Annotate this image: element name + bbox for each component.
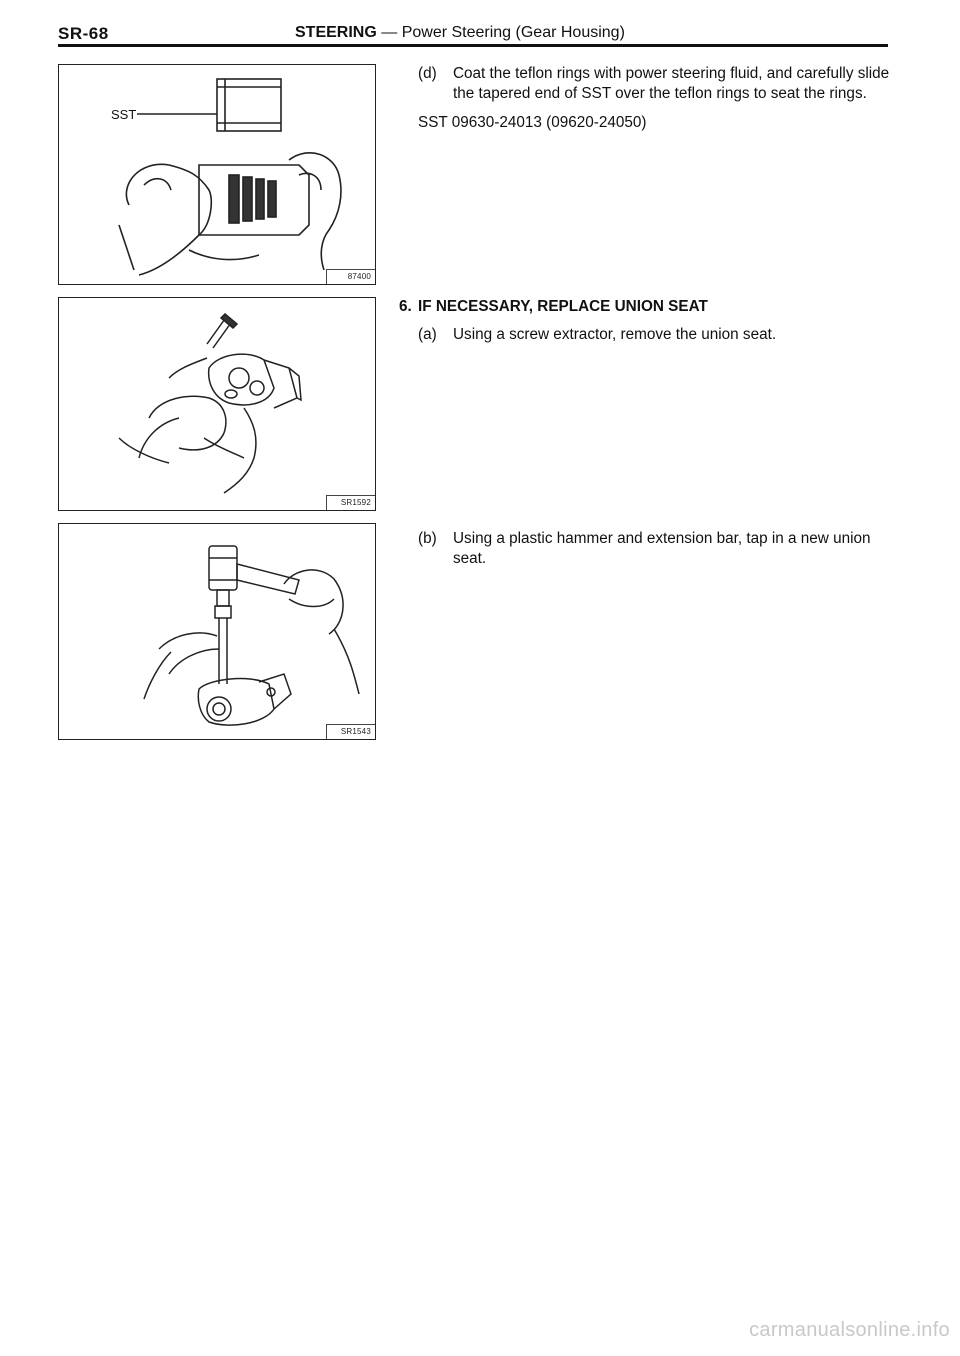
figure-code: SR1592 <box>340 498 371 507</box>
title-separator: — <box>376 24 402 41</box>
header-rule <box>58 44 888 47</box>
figure-plastic-hammer <box>58 523 376 740</box>
section-subtitle: Power Steering (Gear Housing) <box>401 24 625 41</box>
sst-part-number: SST 09630-24013 (09620-24050) <box>418 114 647 131</box>
figure-code: SR1543 <box>340 727 371 736</box>
page-header <box>58 24 888 46</box>
step-text: Using a plastic hammer and extension bar, tap in a new union seat. <box>453 530 871 567</box>
sst-install-illustration <box>59 65 377 286</box>
section-title: STEERING <box>295 24 377 41</box>
step-text: Coat the teflon rings with power steering fluid, and carefully slide the tapered end of SST over the teflon rings to seat the rings. <box>453 65 890 102</box>
step-label: (d) <box>418 65 437 82</box>
page-title <box>295 24 625 42</box>
plastic-hammer-illustration <box>59 524 377 741</box>
sst-callout: SST <box>111 107 137 122</box>
step-label: (a) <box>418 326 437 343</box>
step-d-item <box>418 64 898 104</box>
step-d <box>418 64 898 133</box>
hammer-head <box>209 546 237 590</box>
step-b <box>418 529 898 569</box>
page-code: SR-68 <box>58 24 109 43</box>
section-heading-text: IF NECESSARY, REPLACE UNION SEAT <box>418 298 708 315</box>
watermark: carmanualsonline.info <box>749 1319 950 1341</box>
section-heading <box>399 297 899 317</box>
step-a <box>418 325 899 345</box>
figure-code: 87400 <box>347 272 371 281</box>
figure-sst-install <box>58 64 376 285</box>
step-label: (b) <box>418 530 437 547</box>
step-text: Using a screw extractor, remove the union seat. <box>453 326 777 343</box>
section-6 <box>399 297 899 345</box>
section-number: 6. <box>399 298 412 315</box>
screw-extractor-illustration <box>59 298 377 512</box>
figure-screw-extractor <box>58 297 376 511</box>
step-b-item <box>418 529 898 569</box>
